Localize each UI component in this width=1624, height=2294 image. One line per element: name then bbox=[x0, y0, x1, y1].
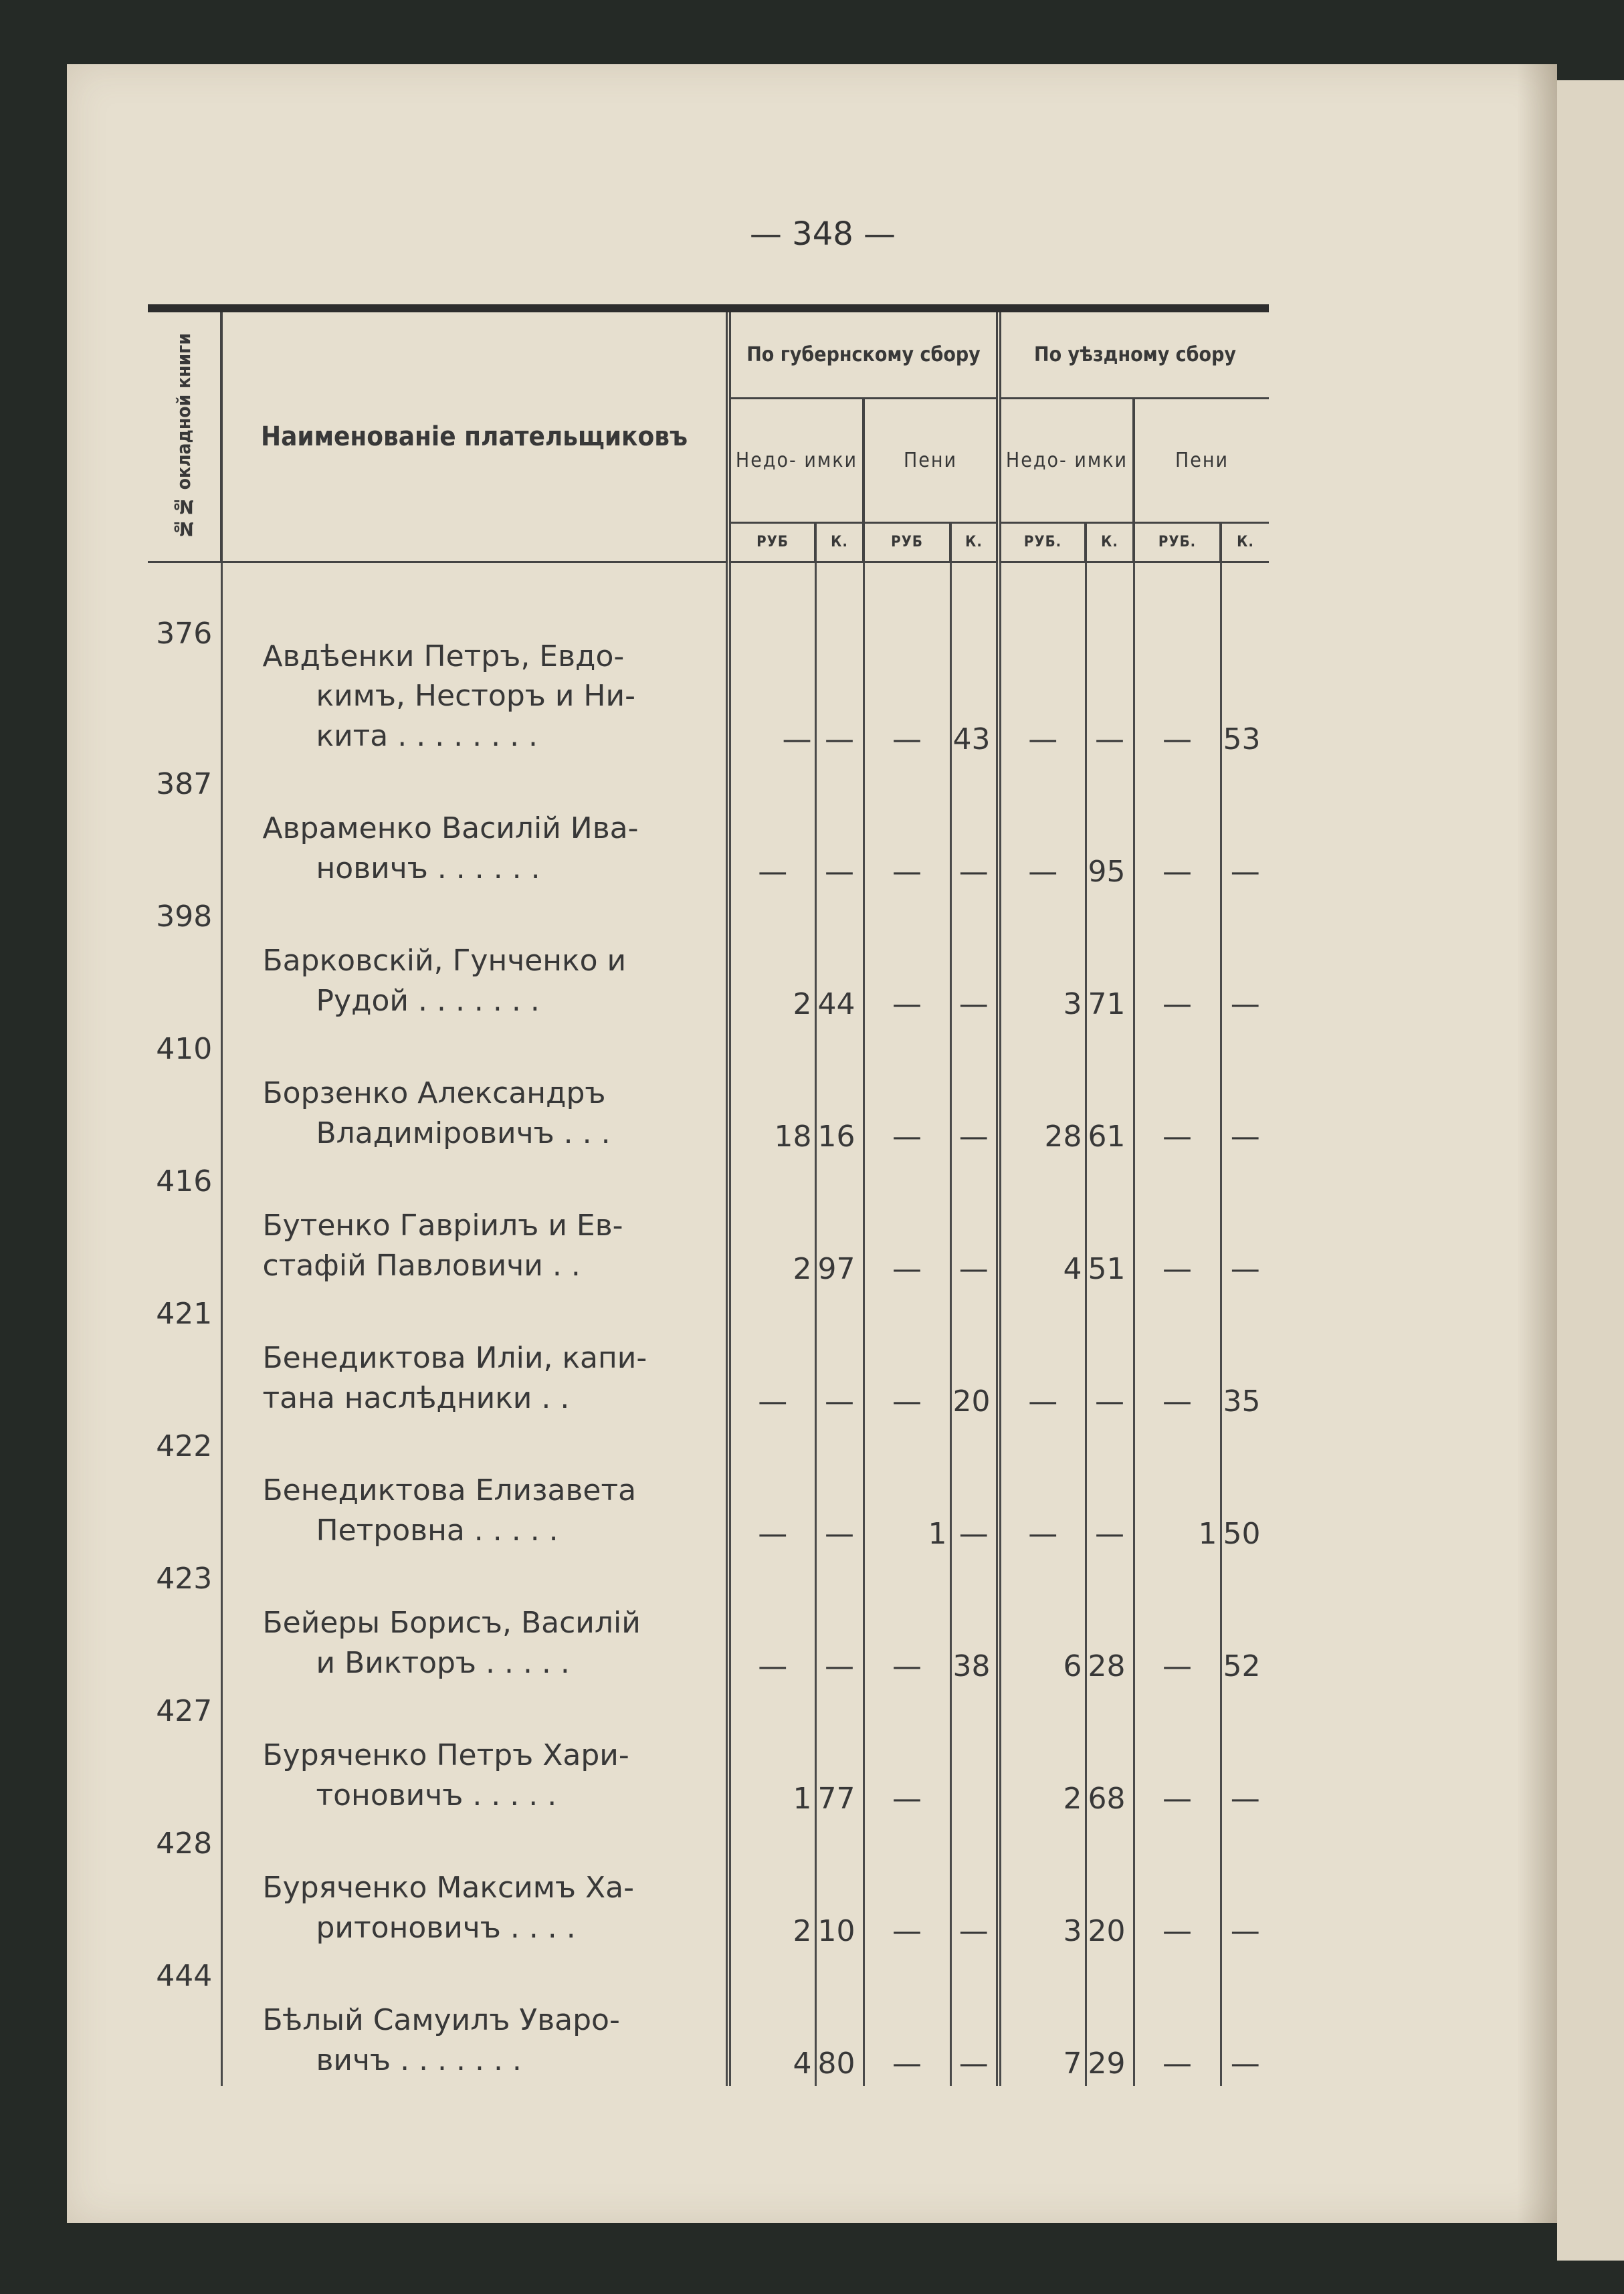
uezd-arrears-kop: 68 bbox=[1086, 1689, 1134, 1821]
unit-kop: К. bbox=[950, 523, 999, 562]
gubernia-penalties-rub: — bbox=[864, 1689, 950, 1821]
gubernia-arrears-kop: 77 bbox=[815, 1689, 864, 1821]
uezd-arrears-kop: — bbox=[1086, 1424, 1134, 1556]
uezd-penalties-rub: — bbox=[1134, 1159, 1221, 1291]
unit-rub: РУБ. bbox=[999, 523, 1086, 562]
uezd-penalties-rub: — bbox=[1134, 1954, 1221, 2086]
payer-name-cell: Авдѣенки Петръ, Евдо- кимъ, Несторъ и Ни- кита . . . . . . . . bbox=[221, 611, 728, 762]
payer-name-cell: Борзенко Александръ Владиміровичъ . . . bbox=[221, 1027, 728, 1159]
book-number-cell: 427 bbox=[156, 1694, 213, 1728]
uezd-penalties-rub: 1 bbox=[1134, 1424, 1221, 1556]
gubernia-penalties-kop: — bbox=[950, 1424, 999, 1556]
uezd-arrears-kop: — bbox=[1086, 611, 1134, 762]
gubernia-penalties-kop: — bbox=[950, 1954, 999, 2086]
uezd-penalties-header: Пени bbox=[1134, 399, 1269, 523]
uezd-penalties-kop: — bbox=[1221, 894, 1269, 1027]
uezd-penalties-kop: 53 bbox=[1221, 611, 1269, 762]
uezd-penalties-rub: — bbox=[1134, 611, 1221, 762]
payer-name-cell: Буряченко Максимъ Ха- ритоновичъ . . . . bbox=[221, 1821, 728, 1954]
payer-name-header: Наименованіе плательщиковъ bbox=[221, 308, 728, 562]
table-row bbox=[148, 894, 1269, 1027]
uezd-arrears-kop: 61 bbox=[1086, 1027, 1134, 1159]
book-number-header: №№ окладной книги bbox=[148, 308, 221, 562]
unit-kop: К. bbox=[815, 523, 864, 562]
book-number-cell: 376 bbox=[156, 617, 213, 651]
table-row bbox=[148, 1424, 1269, 1556]
gubernia-arrears-kop: — bbox=[815, 762, 864, 894]
uezd-arrears-rub: — bbox=[999, 611, 1086, 762]
gubernia-arrears-rub: — bbox=[728, 1556, 815, 1689]
gubernia-arrears-rub: 2 bbox=[728, 1821, 815, 1954]
table-row bbox=[148, 1027, 1269, 1159]
gubernia-arrears-kop: — bbox=[815, 1556, 864, 1689]
book-number-cell: 444 bbox=[156, 1959, 213, 1993]
payer-arrears-table bbox=[148, 304, 1269, 2086]
book-number-cell: 421 bbox=[156, 1297, 213, 1331]
uezd-levy-header: По уѣздному сбору bbox=[999, 308, 1269, 399]
gubernia-arrears-kop: — bbox=[815, 1291, 864, 1424]
uezd-arrears-kop: 28 bbox=[1086, 1556, 1134, 1689]
gubernia-arrears-rub: — bbox=[728, 611, 815, 762]
uezd-penalties-kop: — bbox=[1221, 1821, 1269, 1954]
uezd-penalties-rub: — bbox=[1134, 1027, 1221, 1159]
unit-kop: К. bbox=[1086, 523, 1134, 562]
uezd-arrears-header: Недо- имки bbox=[999, 399, 1134, 523]
uezd-arrears-rub: 3 bbox=[999, 894, 1086, 1027]
table-row bbox=[148, 1954, 1269, 2086]
gubernia-arrears-header: Недо- имки bbox=[728, 399, 864, 523]
page-number: — 348 — bbox=[749, 215, 896, 253]
gubernia-penalties-kop: — bbox=[950, 1159, 999, 1291]
uezd-penalties-kop: 50 bbox=[1221, 1424, 1269, 1556]
gubernia-penalties-rub: — bbox=[864, 762, 950, 894]
gubernia-penalties-rub: — bbox=[864, 1556, 950, 1689]
gubernia-arrears-kop: 16 bbox=[815, 1027, 864, 1159]
gubernia-penalties-rub: — bbox=[864, 1159, 950, 1291]
book-number-cell: 423 bbox=[156, 1562, 213, 1596]
gubernia-arrears-kop: — bbox=[815, 611, 864, 762]
uezd-arrears-rub: — bbox=[999, 1424, 1086, 1556]
header-row-top bbox=[148, 308, 1269, 399]
uezd-arrears-kop: 71 bbox=[1086, 894, 1134, 1027]
gubernia-penalties-rub: — bbox=[864, 1027, 950, 1159]
uezd-penalties-kop: — bbox=[1221, 1159, 1269, 1291]
uezd-penalties-rub: — bbox=[1134, 1291, 1221, 1424]
table-row bbox=[148, 1821, 1269, 1954]
gubernia-penalties-kop: — bbox=[950, 1027, 999, 1159]
table-row bbox=[148, 1291, 1269, 1424]
uezd-arrears-rub: 4 bbox=[999, 1159, 1086, 1291]
uezd-arrears-kop: — bbox=[1086, 1291, 1134, 1424]
payer-name-cell: Бенедиктова Иліи, капи- тана наслѣдники . . bbox=[221, 1291, 728, 1424]
gubernia-penalties-rub: — bbox=[864, 894, 950, 1027]
gubernia-arrears-kop: 97 bbox=[815, 1159, 864, 1291]
uezd-arrears-rub: 3 bbox=[999, 1821, 1086, 1954]
uezd-arrears-rub: 28 bbox=[999, 1027, 1086, 1159]
gubernia-penalties-kop: 38 bbox=[950, 1556, 999, 1689]
gubernia-penalties-kop: 20 bbox=[950, 1291, 999, 1424]
payer-name-cell: Бутенко Гавріилъ и Ев- стафій Павловичи . . bbox=[221, 1159, 728, 1291]
uezd-penalties-kop: 52 bbox=[1221, 1556, 1269, 1689]
gubernia-arrears-rub: 18 bbox=[728, 1027, 815, 1159]
gubernia-arrears-kop: — bbox=[815, 1424, 864, 1556]
book-number-cell: 410 bbox=[156, 1032, 213, 1066]
gubernia-penalties-rub: 1 bbox=[864, 1424, 950, 1556]
uezd-arrears-kop: 95 bbox=[1086, 762, 1134, 894]
uezd-arrears-kop: 51 bbox=[1086, 1159, 1134, 1291]
book-number-cell: 416 bbox=[156, 1164, 213, 1198]
gubernia-penalties-kop: — bbox=[950, 1821, 999, 1954]
book-number-cell: 422 bbox=[156, 1429, 213, 1463]
payer-name-cell: Барковскій, Гунченко и Рудой . . . . . . . bbox=[221, 894, 728, 1027]
gubernia-arrears-rub: 2 bbox=[728, 1159, 815, 1291]
uezd-arrears-rub: — bbox=[999, 762, 1086, 894]
table-row bbox=[148, 1689, 1269, 1821]
unit-kop: К. bbox=[1221, 523, 1269, 562]
gubernia-arrears-rub: — bbox=[728, 1424, 815, 1556]
uezd-penalties-rub: — bbox=[1134, 762, 1221, 894]
gubernia-penalties-kop: 43 bbox=[950, 611, 999, 762]
gubernia-penalties-rub: — bbox=[864, 1954, 950, 2086]
uezd-arrears-rub: — bbox=[999, 1291, 1086, 1424]
table-row bbox=[148, 1159, 1269, 1291]
book-number-cell: 398 bbox=[156, 900, 213, 934]
book-number-cell: 428 bbox=[156, 1827, 213, 1861]
page-shadow bbox=[1517, 64, 1557, 2223]
payer-name-cell: Бенедиктова Елизавета Петровна . . . . . bbox=[221, 1424, 728, 1556]
uezd-arrears-kop: 20 bbox=[1086, 1821, 1134, 1954]
uezd-penalties-rub: — bbox=[1134, 1556, 1221, 1689]
unit-rub: РУБ bbox=[728, 523, 815, 562]
uezd-penalties-kop: — bbox=[1221, 762, 1269, 894]
uezd-arrears-kop: 29 bbox=[1086, 1954, 1134, 2086]
uezd-penalties-rub: — bbox=[1134, 894, 1221, 1027]
gubernia-arrears-rub: 1 bbox=[728, 1689, 815, 1821]
gubernia-arrears-kop: 44 bbox=[815, 894, 864, 1027]
unit-rub: РУБ. bbox=[1134, 523, 1221, 562]
uezd-arrears-rub: 2 bbox=[999, 1689, 1086, 1821]
table-row bbox=[148, 1556, 1269, 1689]
book-number-cell: 387 bbox=[156, 767, 213, 801]
gubernia-arrears-rub: — bbox=[728, 1291, 815, 1424]
unit-rub: РУБ bbox=[864, 523, 950, 562]
header-spacer-row bbox=[148, 562, 1269, 612]
uezd-penalties-kop: — bbox=[1221, 1689, 1269, 1821]
uezd-penalties-rub: — bbox=[1134, 1821, 1221, 1954]
gubernia-penalties-rub: — bbox=[864, 1291, 950, 1424]
uezd-penalties-kop: 35 bbox=[1221, 1291, 1269, 1424]
facing-page-edge bbox=[1557, 80, 1624, 2261]
gubernia-levy-header: По губернскому сбору bbox=[728, 308, 999, 399]
gubernia-arrears-rub: 4 bbox=[728, 1954, 815, 2086]
gubernia-arrears-rub: — bbox=[728, 762, 815, 894]
gubernia-penalties-rub: — bbox=[864, 1821, 950, 1954]
payer-name-cell: Бейеры Борисъ, Василій и Викторъ . . . . . bbox=[221, 1556, 728, 1689]
gubernia-penalties-kop bbox=[950, 1689, 999, 1821]
uezd-penalties-rub: — bbox=[1134, 1689, 1221, 1821]
gubernia-arrears-rub: 2 bbox=[728, 894, 815, 1027]
table-row bbox=[148, 611, 1269, 762]
payer-name-cell: Буряченко Петръ Хари- тоновичъ . . . . . bbox=[221, 1689, 728, 1821]
uezd-penalties-kop: — bbox=[1221, 1954, 1269, 2086]
gubernia-penalties-header: Пени bbox=[864, 399, 999, 523]
table-row bbox=[148, 762, 1269, 894]
uezd-penalties-kop: — bbox=[1221, 1027, 1269, 1159]
payer-name-cell: Авраменко Василій Ива- новичъ . . . . . . bbox=[221, 762, 728, 894]
payer-name-cell: Бѣлый Самуилъ Уваро- вичъ . . . . . . . bbox=[221, 1954, 728, 2086]
gubernia-arrears-kop: 10 bbox=[815, 1821, 864, 1954]
gubernia-penalties-rub: — bbox=[864, 611, 950, 762]
gubernia-penalties-kop: — bbox=[950, 894, 999, 1027]
uezd-arrears-rub: 7 bbox=[999, 1954, 1086, 2086]
uezd-arrears-rub: 6 bbox=[999, 1556, 1086, 1689]
gubernia-penalties-kop: — bbox=[950, 762, 999, 894]
gubernia-arrears-kop: 80 bbox=[815, 1954, 864, 2086]
